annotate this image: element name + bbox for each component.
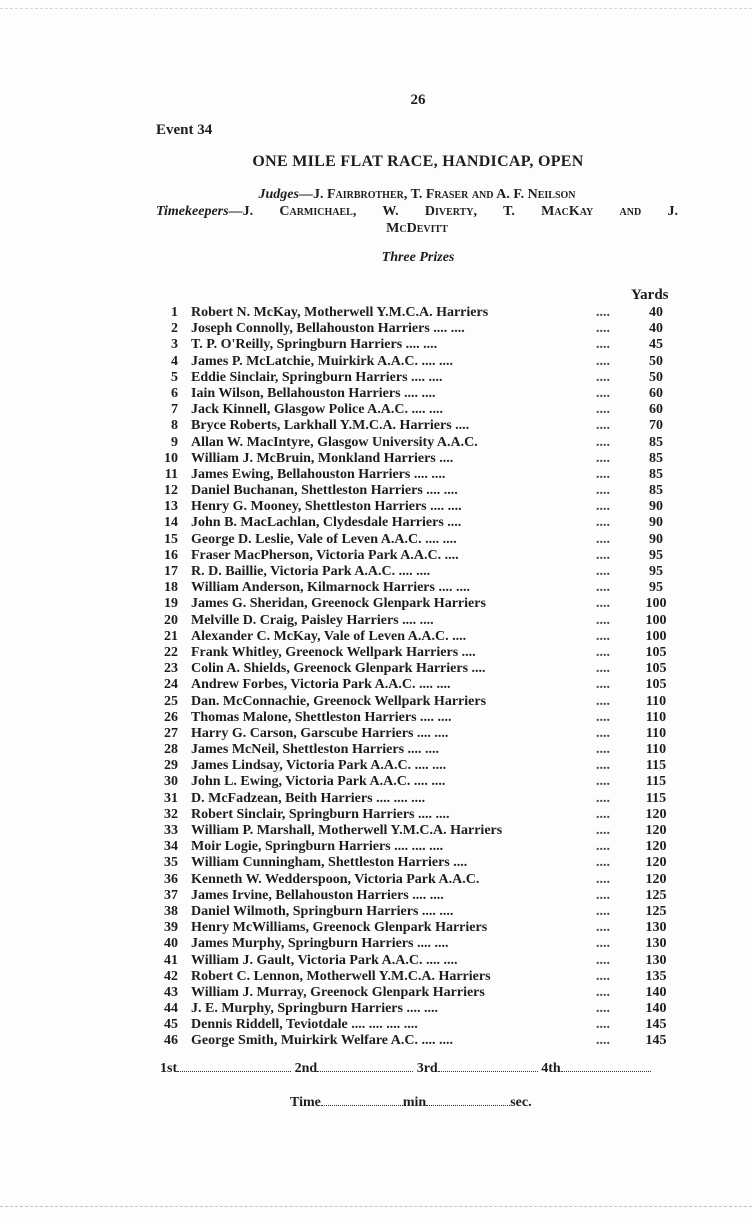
entry-leader-dots: .... [596, 774, 610, 790]
entry-number: 27 [164, 725, 178, 741]
entry-row [150, 596, 690, 612]
entry-number: 7 [171, 402, 178, 418]
entry-row [150, 402, 690, 418]
entry-number: 3 [171, 337, 178, 353]
entry-row [150, 305, 690, 321]
entry-number: 43 [164, 984, 178, 1000]
entry-leader-dots: .... [596, 677, 610, 693]
entry-yards: 130 [645, 952, 667, 968]
entry-leader-dots: .... [596, 499, 610, 515]
entry-name: Allan W. MacIntyre, Glasgow University A.A.C. [191, 434, 478, 450]
entry-name: William J. Murray, Greenock Glenpark Harriers [191, 984, 485, 1000]
entry-number: 39 [164, 920, 178, 936]
entry-number: 10 [164, 450, 178, 466]
entry-number: 29 [164, 758, 178, 774]
entry-row [150, 435, 690, 451]
page-edge-top [0, 8, 752, 15]
entry-leader-dots: .... [596, 418, 610, 434]
entry-name: James Ewing, Bellahouston Harriers .... .... [191, 466, 446, 482]
entry-row [150, 985, 690, 1001]
entry-leader-dots: .... [596, 1001, 610, 1017]
entry-yards: 90 [649, 515, 663, 531]
entry-yards: 70 [649, 418, 663, 434]
entry-number: 11 [164, 466, 178, 482]
entry-yards: 115 [645, 774, 667, 790]
entry-name: Eddie Sinclair, Springburn Harriers .... .... [191, 369, 443, 385]
entry-yards: 135 [645, 968, 667, 984]
entry-yards: 120 [645, 871, 667, 887]
entry-leader-dots: .... [596, 628, 610, 644]
entry-row [150, 807, 690, 823]
entry-number: 20 [164, 612, 178, 628]
entry-yards: 140 [645, 1001, 667, 1017]
entry-number: 21 [164, 628, 178, 644]
entry-name: Iain Wilson, Bellahouston Harriers .... .... [191, 385, 436, 401]
entry-row [150, 726, 690, 742]
entry-leader-dots: .... [596, 353, 610, 369]
time-min-label: min [402, 1095, 427, 1110]
time-sec-blank [426, 1093, 510, 1106]
event-title: ONE MILE FLAT RACE, HANDICAP, OPEN [252, 153, 584, 170]
entry-number: 46 [164, 1033, 178, 1049]
entry-row [150, 677, 690, 693]
prizes-note: Three Prizes [381, 250, 455, 265]
entry-name: William Anderson, Kilmarnock Harriers .... .... [191, 580, 470, 596]
entry-yards: 40 [649, 305, 663, 320]
entry-yards: 50 [649, 353, 663, 369]
entry-row [150, 661, 690, 677]
entry-yards: 120 [645, 839, 667, 855]
entry-leader-dots: .... [596, 369, 610, 385]
entry-name: Fraser MacPherson, Victoria Park A.A.C. .... [191, 547, 459, 563]
entry-leader-dots: .... [596, 483, 610, 499]
entry-row [150, 467, 690, 483]
entry-name: Dan. McConnachie, Greenock Wellpark Harriers [191, 693, 487, 709]
entry-yards: 125 [645, 887, 667, 903]
entry-leader-dots: .... [596, 434, 610, 450]
entry-yards: 110 [645, 693, 667, 709]
entry-row [150, 515, 690, 531]
entry-yards: 110 [645, 742, 667, 758]
entry-yards: 95 [649, 547, 663, 563]
third-place-label: 3rd [416, 1061, 438, 1076]
entry-name: James Irvine, Bellahouston Harriers .... .... [191, 887, 444, 903]
entry-yards: 85 [649, 450, 663, 466]
entry-yards: 45 [649, 337, 663, 353]
entry-leader-dots: .... [596, 936, 610, 952]
entry-leader-dots: .... [596, 790, 610, 806]
entry-leader-dots: .... [596, 742, 610, 758]
fourth-place-label: 4th [541, 1061, 561, 1076]
entry-number: 34 [164, 839, 178, 855]
entry-yards: 140 [645, 984, 667, 1000]
entry-row [150, 953, 690, 969]
entry-yards: 145 [645, 1017, 667, 1033]
entry-yards: 100 [645, 596, 667, 612]
entry-yards: 50 [649, 369, 663, 385]
entry-number: 41 [164, 952, 178, 968]
entry-row [150, 564, 690, 580]
entry-number: 12 [164, 483, 178, 499]
entry-leader-dots: .... [596, 952, 610, 968]
entry-leader-dots: .... [596, 337, 610, 353]
entry-name: Andrew Forbes, Victoria Park A.A.C. .... .... [191, 677, 451, 693]
entry-name: R. D. Baillie, Victoria Park A.A.C. .... .... [191, 564, 431, 579]
entry-number: 42 [164, 968, 178, 984]
entry-yards: 120 [645, 806, 667, 822]
entries-list [150, 305, 690, 1050]
entry-yards: 105 [645, 661, 667, 677]
time-sec-label: sec. [510, 1095, 532, 1110]
entry-number: 18 [164, 580, 178, 596]
entry-name: James Murphy, Springburn Harriers .... .... [191, 936, 449, 952]
judges-names: J. Fairbrother, T. Fraser and A. F. Neilson [312, 187, 576, 202]
entry-row [150, 451, 690, 467]
entry-name: J. E. Murphy, Springburn Harriers .... .... [191, 1001, 438, 1017]
third-place-blank [438, 1059, 538, 1072]
entry-yards: 85 [649, 483, 663, 499]
timekeepers-line [156, 203, 678, 220]
entry-number: 22 [164, 644, 178, 660]
entry-name: Henry G. Mooney, Shettleston Harriers .... .... [191, 499, 462, 515]
entry-name: Dennis Riddell, Teviotdale .... .... .... .... [191, 1017, 418, 1033]
entry-yards: 100 [645, 612, 667, 628]
entry-yards: 85 [649, 434, 663, 450]
entry-row [150, 742, 690, 758]
officials-block [156, 186, 678, 237]
entry-leader-dots: .... [596, 402, 610, 418]
entry-leader-dots: .... [596, 823, 610, 838]
entry-row [150, 499, 690, 515]
entry-yards: 110 [645, 709, 667, 725]
entry-number: 16 [164, 547, 178, 563]
entry-name: Moir Logie, Springburn Harriers .... .... .... [191, 839, 444, 855]
entry-row [150, 872, 690, 888]
entry-name: James Lindsay, Victoria Park A.A.C. .... .... [191, 758, 447, 774]
entry-number: 26 [164, 709, 178, 725]
entry-name: William Cunningham, Shettleston Harriers .... [191, 855, 468, 871]
entry-name: Daniel Buchanan, Shettleston Harriers .... .... [191, 483, 458, 499]
entry-yards: 115 [645, 790, 667, 806]
entry-leader-dots: .... [596, 580, 610, 596]
entry-name: D. McFadzean, Beith Harriers .... .... .... [191, 790, 426, 806]
entry-number: 14 [164, 515, 178, 531]
entry-leader-dots: .... [596, 515, 610, 531]
entry-name: George Smith, Muirkirk Welfare A.C. .... .... [191, 1033, 453, 1049]
entry-number: 8 [171, 418, 178, 434]
entry-name: Henry McWilliams, Greenock Glenpark Harriers [191, 920, 488, 936]
entry-row [150, 354, 690, 370]
entry-yards: 90 [649, 499, 663, 515]
entry-name: William J. Gault, Victoria Park A.A.C. .... .... [191, 952, 458, 968]
entry-row [150, 774, 690, 790]
entry-leader-dots: .... [596, 1017, 610, 1033]
entry-leader-dots: .... [596, 1033, 610, 1049]
entry-leader-dots: .... [596, 612, 610, 628]
entry-number: 15 [164, 531, 178, 547]
entry-row [150, 710, 690, 726]
page-number: 26 [410, 92, 426, 108]
entry-row [150, 580, 690, 596]
entry-yards: 130 [645, 920, 667, 936]
entry-yards: 110 [645, 725, 667, 741]
entry-yards: 90 [649, 531, 663, 547]
entry-leader-dots: .... [596, 984, 610, 1000]
page-edge-bottom [0, 1200, 752, 1207]
entry-leader-dots: .... [596, 806, 610, 822]
entry-row [150, 532, 690, 548]
entry-leader-dots: .... [596, 887, 610, 903]
timekeepers-continuation: McDevitt [386, 221, 448, 236]
entry-name: Robert Sinclair, Springburn Harriers .... .... [191, 806, 450, 822]
placings-line [160, 1059, 651, 1077]
entry-row [150, 920, 690, 936]
entry-name: Melville D. Craig, Paisley Harriers .... .... [191, 612, 434, 628]
time-label: Time [290, 1095, 321, 1110]
entry-yards: 60 [649, 402, 663, 418]
entry-row [150, 418, 690, 434]
entry-yards: 125 [645, 903, 667, 919]
entry-yards: 40 [649, 321, 663, 337]
entry-row [150, 629, 690, 645]
entry-leader-dots: .... [596, 839, 610, 855]
entry-yards: 85 [649, 466, 663, 482]
entry-row [150, 386, 690, 402]
entry-name: William J. McBruin, Monkland Harriers .... [191, 450, 454, 466]
entry-name: John B. MacLachlan, Clydesdale Harriers .... [191, 515, 462, 531]
entry-yards: 130 [645, 936, 667, 952]
yards-column-header: Yards [631, 287, 669, 303]
entry-leader-dots: .... [596, 305, 610, 320]
entry-row [150, 969, 690, 985]
entry-number: 35 [164, 855, 178, 871]
entry-number: 30 [164, 774, 178, 790]
entry-leader-dots: .... [596, 450, 610, 466]
entry-number: 19 [164, 596, 178, 612]
entry-row [150, 337, 690, 353]
entry-number: 40 [164, 936, 178, 952]
entry-leader-dots: .... [596, 321, 610, 337]
entry-leader-dots: .... [596, 855, 610, 871]
entry-name: Harry G. Carson, Garscube Harriers .... .... [191, 725, 449, 741]
entry-number: 4 [171, 353, 178, 369]
judges-label: Judges— [258, 187, 313, 202]
entry-row [150, 904, 690, 920]
entry-leader-dots: .... [596, 466, 610, 482]
entry-yards: 60 [649, 385, 663, 401]
entry-number: 44 [164, 1001, 178, 1017]
entry-name: Bryce Roberts, Larkhall Y.M.C.A. Harriers .... [191, 418, 470, 434]
entry-leader-dots: .... [596, 871, 610, 887]
entry-yards: 115 [645, 758, 667, 774]
entry-name: James G. Sheridan, Greenock Glenpark Harriers [191, 596, 486, 612]
entry-row [150, 1017, 690, 1033]
entry-yards: 95 [649, 580, 663, 596]
entry-number: 31 [164, 790, 178, 806]
entry-row [150, 645, 690, 661]
entry-row [150, 823, 690, 839]
entry-number: 33 [164, 823, 178, 838]
entry-yards: 95 [649, 564, 663, 579]
timekeepers-names: J. Carmichael, W. Diverty, T. MacKay and J. [242, 204, 678, 219]
entry-number: 9 [171, 434, 178, 450]
entry-leader-dots: .... [596, 596, 610, 612]
second-place-label: 2nd [294, 1061, 318, 1076]
entry-row [150, 321, 690, 337]
entry-leader-dots: .... [596, 564, 610, 579]
entry-name: Robert N. McKay, Motherwell Y.M.C.A. Harriers [191, 305, 489, 320]
entry-name: Daniel Wilmoth, Springburn Harriers .... .... [191, 903, 454, 919]
entry-number: 28 [164, 742, 178, 758]
entry-leader-dots: .... [596, 725, 610, 741]
entry-name: George D. Leslie, Vale of Leven A.A.C. .... .... [191, 531, 457, 547]
entry-name: Robert C. Lennon, Motherwell Y.M.C.A. Harriers [191, 968, 491, 984]
timekeepers-label: Timekeepers— [156, 204, 243, 219]
time-min-blank [321, 1093, 403, 1106]
entry-number: 13 [164, 499, 178, 515]
entry-name: William P. Marshall, Motherwell Y.M.C.A. Harriers [191, 823, 503, 838]
entry-yards: 100 [645, 628, 667, 644]
entry-number: 6 [171, 385, 178, 401]
entry-name: Frank Whitley, Greenock Wellpark Harriers .... [191, 644, 476, 660]
entry-leader-dots: .... [596, 385, 610, 401]
entry-yards: 120 [645, 823, 667, 838]
entry-leader-dots: .... [596, 903, 610, 919]
second-place-blank [317, 1059, 413, 1072]
entry-number: 24 [164, 677, 178, 693]
time-line [290, 1093, 532, 1111]
entry-row [150, 1001, 690, 1017]
entry-number: 23 [164, 661, 178, 677]
first-place-blank [177, 1059, 291, 1072]
entry-leader-dots: .... [596, 968, 610, 984]
event-label: Event 34 [156, 122, 213, 138]
entry-name: T. P. O'Reilly, Springburn Harriers .... .... [191, 337, 438, 353]
judges-line [156, 186, 678, 203]
entry-name: Thomas Malone, Shettleston Harriers .... .... [191, 709, 452, 725]
entry-name: Jack Kinnell, Glasgow Police A.A.C. .... .... [191, 402, 443, 418]
entry-number: 1 [171, 305, 178, 320]
entry-number: 36 [164, 871, 178, 887]
entry-number: 5 [171, 369, 178, 385]
entry-leader-dots: .... [596, 709, 610, 725]
entry-number: 37 [164, 887, 178, 903]
entry-number: 2 [171, 321, 178, 337]
entry-name: James P. McLatchie, Muirkirk A.A.C. .... .... [191, 353, 453, 369]
entry-row [150, 791, 690, 807]
entry-row [150, 888, 690, 904]
entry-name: Alexander C. McKay, Vale of Leven A.A.C. .... [191, 628, 467, 644]
entry-number: 25 [164, 693, 178, 709]
entry-leader-dots: .... [596, 693, 610, 709]
entry-row [150, 548, 690, 564]
entry-leader-dots: .... [596, 531, 610, 547]
entry-name: Kenneth W. Wedderspoon, Victoria Park A.A.C. [191, 871, 480, 887]
entry-leader-dots: .... [596, 758, 610, 774]
entry-leader-dots: .... [596, 661, 610, 677]
entry-yards: 145 [645, 1033, 667, 1049]
entry-number: 32 [164, 806, 178, 822]
entry-name: James McNeil, Shettleston Harriers .... .... [191, 742, 440, 758]
fourth-place-blank [561, 1059, 651, 1072]
entry-name: Colin A. Shields, Greenock Glenpark Harriers .... [191, 661, 486, 677]
entry-yards: 120 [645, 855, 667, 871]
entry-name: Joseph Connolly, Bellahouston Harriers .... .... [191, 321, 465, 337]
entry-leader-dots: .... [596, 644, 610, 660]
entry-row [150, 1033, 690, 1049]
entry-number: 38 [164, 903, 178, 919]
entry-leader-dots: .... [596, 920, 610, 936]
entry-row [150, 936, 690, 952]
entry-number: 45 [164, 1017, 178, 1033]
entry-yards: 105 [645, 644, 667, 660]
entry-name: John L. Ewing, Victoria Park A.A.C. .... .... [191, 774, 446, 790]
entry-row [150, 613, 690, 629]
entry-row [150, 839, 690, 855]
first-place-label: 1st [160, 1061, 178, 1076]
entry-row [150, 855, 690, 871]
entry-yards: 105 [645, 677, 667, 693]
entry-row [150, 370, 690, 386]
entry-number: 17 [164, 564, 178, 579]
entry-leader-dots: .... [596, 547, 610, 563]
entry-row [150, 483, 690, 499]
entry-row [150, 758, 690, 774]
entry-row [150, 694, 690, 710]
